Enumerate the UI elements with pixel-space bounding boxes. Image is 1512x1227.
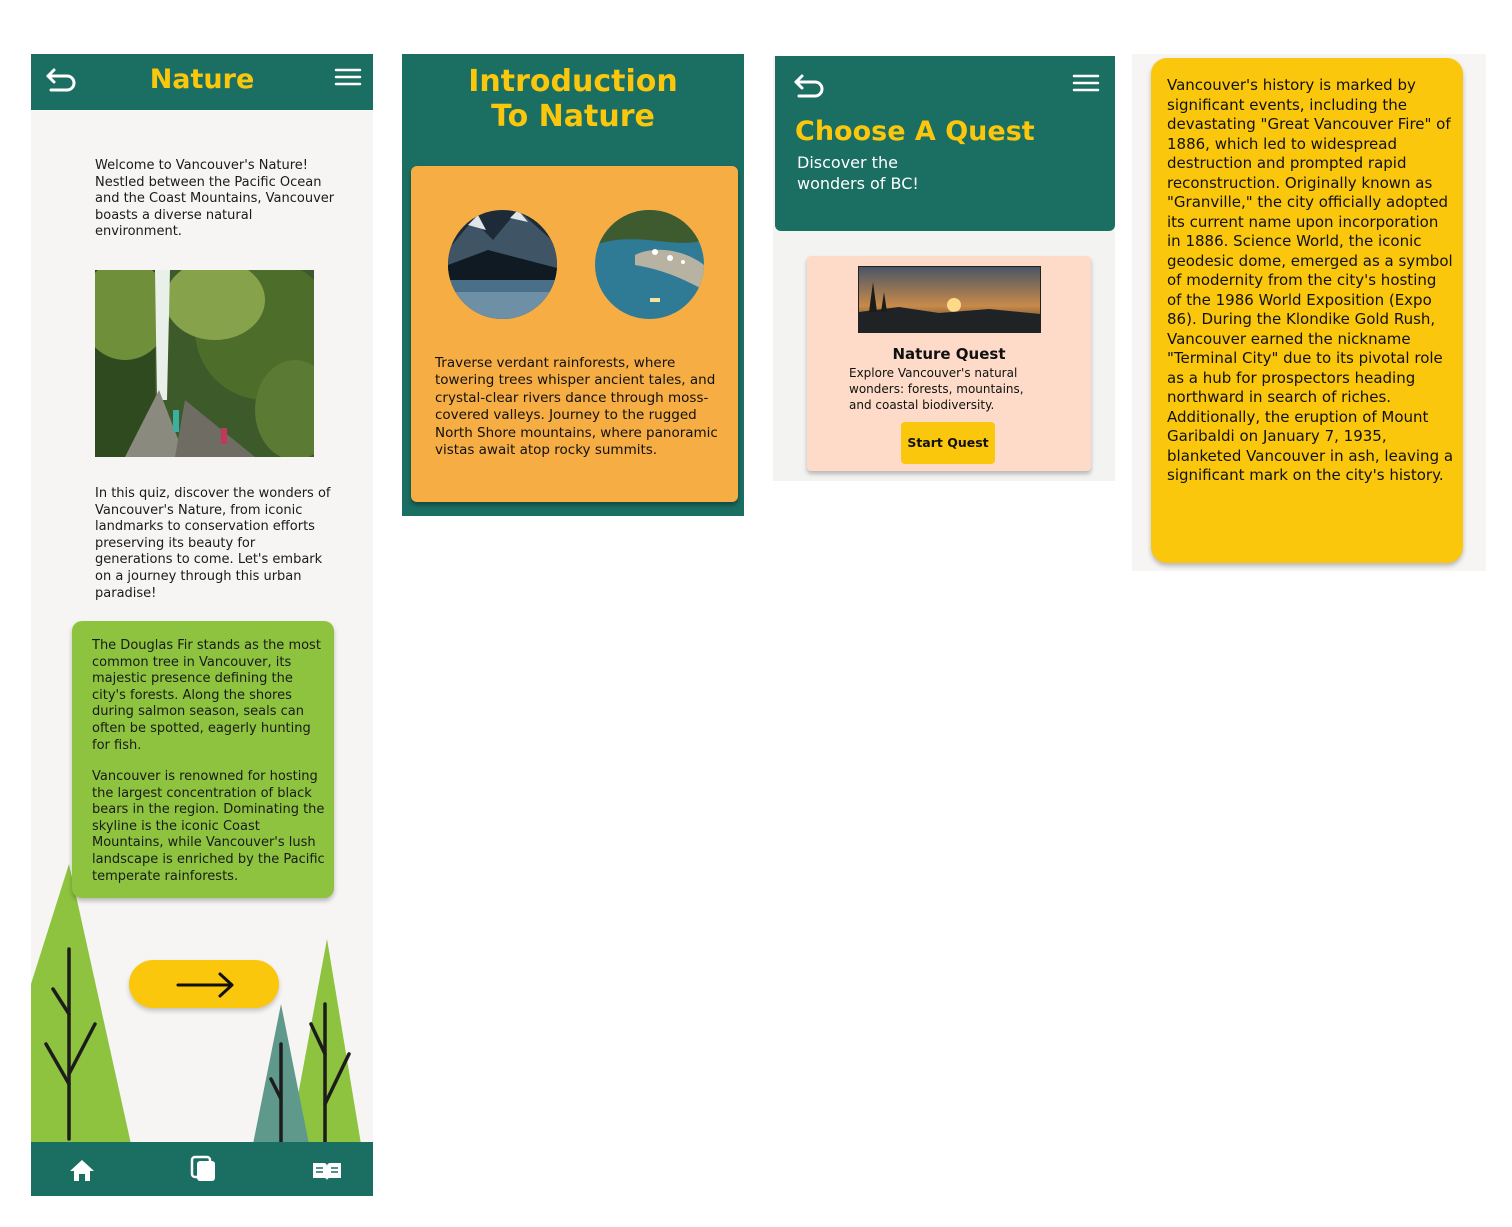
nature-screen bbox=[31, 54, 373, 1196]
next-button[interactable] bbox=[129, 960, 279, 1008]
mountain-lake-photo bbox=[448, 210, 557, 319]
subtitle-line: wonders of BC! bbox=[797, 174, 919, 193]
back-arrow-icon[interactable] bbox=[793, 72, 827, 106]
right-arrow-icon bbox=[176, 970, 236, 1004]
nature-facts-card bbox=[72, 621, 334, 898]
page-title bbox=[402, 64, 744, 134]
start-quest-button[interactable]: Start Quest bbox=[901, 422, 995, 464]
history-card bbox=[1151, 58, 1463, 563]
page-subtitle bbox=[797, 152, 997, 194]
page-title: Choose A Quest bbox=[795, 116, 1035, 147]
home-icon[interactable] bbox=[68, 1158, 96, 1186]
welcome-text: Welcome to Vancouver's Nature! Nestled between the Pacific Ocean and the Coast Mountains, Vancouver boasts a diverse natural environment. bbox=[95, 158, 335, 240]
intro-card bbox=[411, 166, 738, 502]
nature-quest-card[interactable] bbox=[807, 256, 1091, 471]
title-line: Introduction bbox=[468, 64, 678, 99]
quest-header bbox=[775, 56, 1115, 231]
quest-title: Nature Quest bbox=[892, 345, 1006, 363]
quiz-intro-text: In this quiz, discover the wonders of Vancouver's Nature, from iconic landmarks to conservation efforts preserving its beauty for generations to come. Let's embark on a journey through this urban paradise! bbox=[95, 486, 331, 601]
hamburger-menu-icon[interactable] bbox=[334, 67, 362, 93]
intro-body-text: Traverse verdant rainforests, where towering trees whisper ancient tales, and crystal-clear rivers dance through moss-covered valleys. Journey to the rugged North Shore mountains, where panoramic vistas await atop rocky summits. bbox=[435, 355, 718, 459]
waterfall-photo bbox=[95, 270, 314, 457]
subtitle-line: Discover the bbox=[797, 153, 898, 172]
fact-text: The Douglas Fir stands as the most common tree in Vancouver, its majestic presence defining the city's forests. Along the shores during salmon season, seals can often be spotted, eagerly hunting for fish. bbox=[92, 638, 321, 753]
history-screen bbox=[1132, 54, 1486, 571]
book-icon[interactable] bbox=[311, 1160, 343, 1186]
sunset-coast-photo bbox=[858, 266, 1041, 333]
hamburger-menu-icon[interactable] bbox=[1072, 73, 1100, 99]
quest-description: Explore Vancouver's natural wonders: forests, mountains, and coastal biodiversity. bbox=[849, 366, 1024, 412]
bottom-nav bbox=[31, 1142, 373, 1196]
history-text: Vancouver's history is marked by significant events, including the devastating "Great Vancouver Fire" of 1886, which led to widespread destruction and prompted rapid reconstruction. Originally known as "Granville," the city officially adopted its current name upon incorporation in 1886. Science World, the iconic geodesic dome, emerged as a symbol of modernity from the city's hosting of the 1986 World Exposition (Expo 86). During the Klondike Gold Rush, Vancouver earned the nickname "Terminal City" due to its pivotal role as a hub for prospectors heading northward in search of riches. Additionally, the eruption of Mount Garibaldi on January 7, 1935, blanketed Vancouver in ash, leaving a significant mark on the city's history. bbox=[1167, 76, 1454, 484]
page-title: Nature bbox=[149, 64, 255, 95]
pages-icon[interactable] bbox=[189, 1155, 219, 1187]
fact-text: Vancouver is renowned for hosting the largest concentration of black bears in the region. Dominating the skyline is the iconic Coast Mountains, while Vancouver's lush landscape is enriched by the Pacific temperate rainforests. bbox=[92, 769, 325, 884]
intro-screen bbox=[402, 54, 744, 516]
quest-screen bbox=[773, 56, 1115, 481]
nature-header bbox=[31, 54, 373, 110]
harbour-photo bbox=[595, 210, 704, 319]
title-line: To Nature bbox=[491, 99, 655, 134]
